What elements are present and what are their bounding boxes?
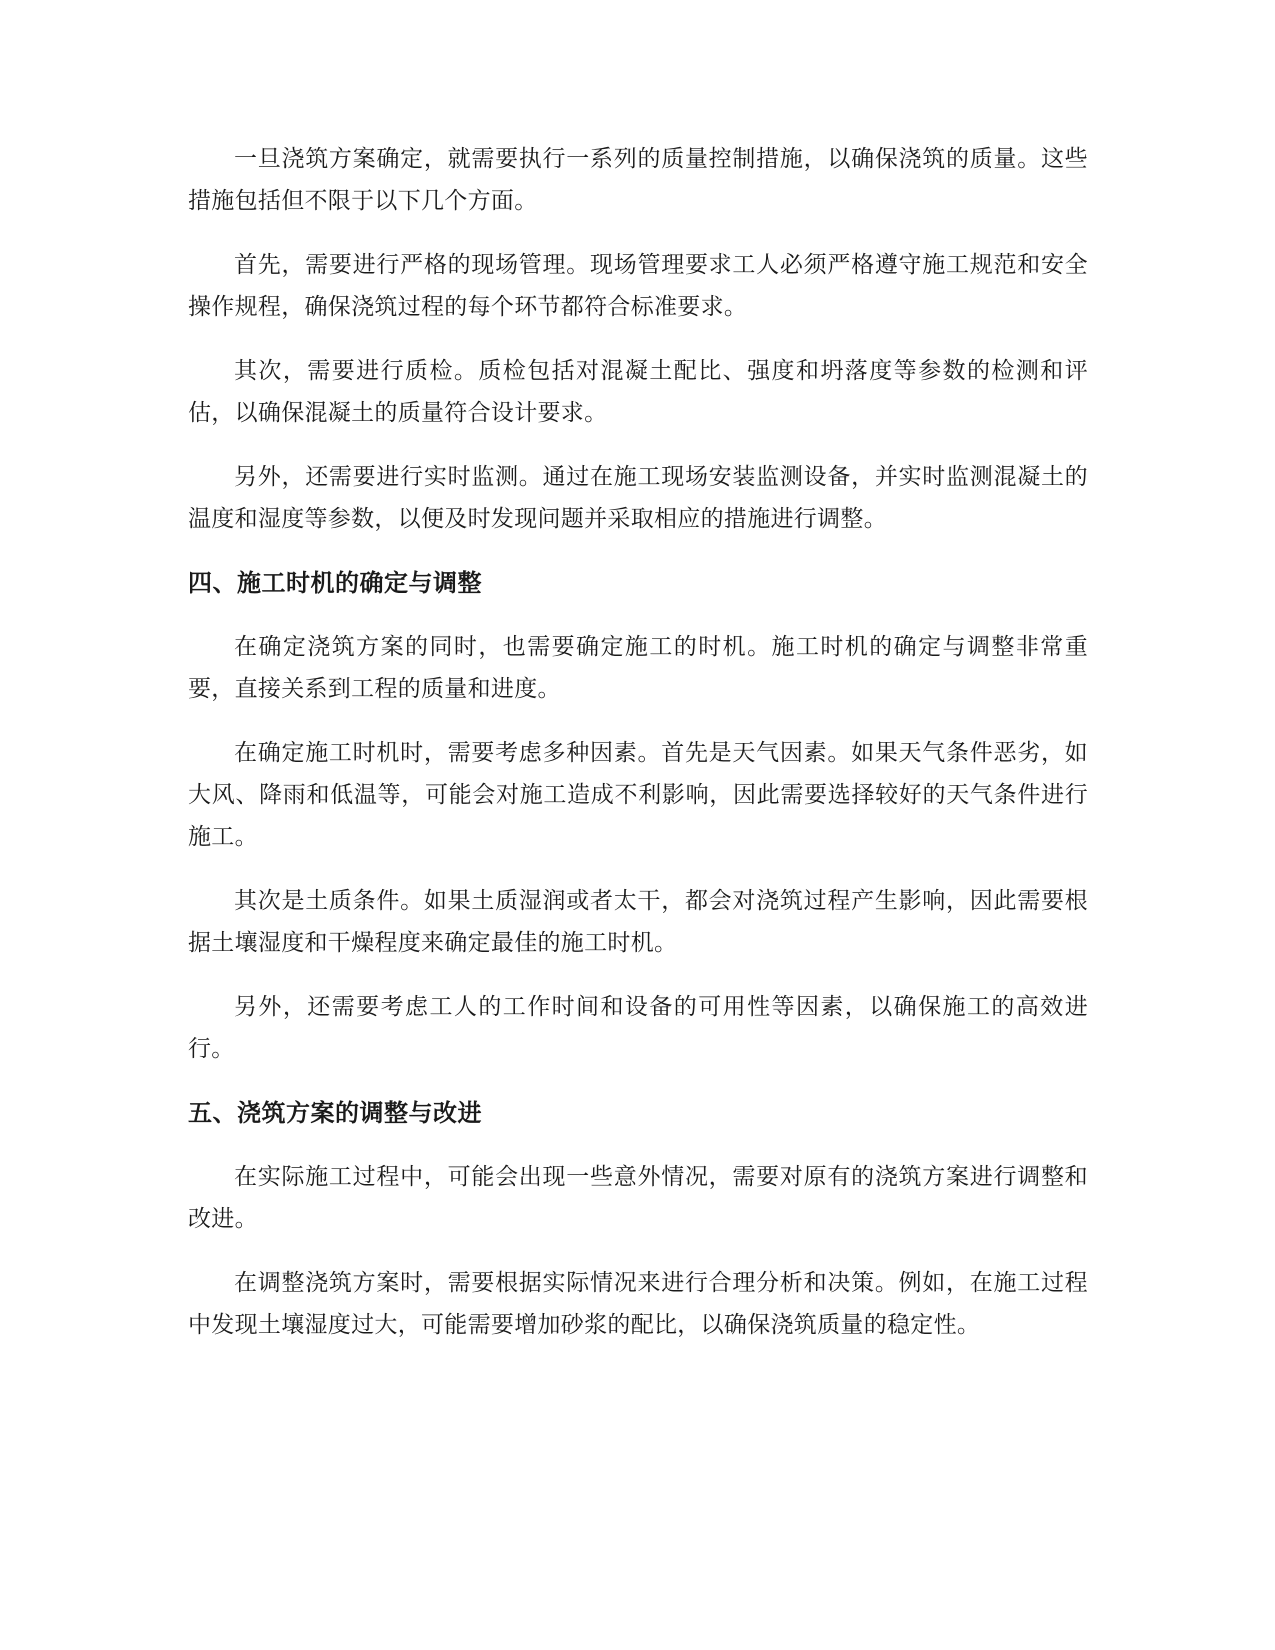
paragraph-timing-intro: 在确定浇筑方案的同时，也需要确定施工的时机。施工时机的确定与调整非常重要，直接关系到工程的质量和进度。 bbox=[188, 634, 1088, 702]
paragraph-weather-factor: 在确定施工时机时，需要考虑多种因素。首先是天气因素。如果天气条件恶劣，如大风、降雨和低温等，可能会对施工造成不利影响，因此需要选择较好的天气条件进行施工。 bbox=[188, 740, 1088, 850]
document-page bbox=[188, 138, 1088, 1368]
paragraph-adjustment-intro: 在实际施工过程中，可能会出现一些意外情况，需要对原有的浇筑方案进行调整和改进。 bbox=[188, 1164, 1088, 1232]
paragraph-realtime-monitoring: 另外，还需要进行实时监测。通过在施工现场安装监测设备，并实时监测混凝土的温度和湿度等参数，以便及时发现问题并采取相应的措施进行调整。 bbox=[188, 464, 1088, 532]
paragraph-adjustment-example: 在调整浇筑方案时，需要根据实际情况来进行合理分析和决策。例如，在施工过程中发现土壤湿度过大，可能需要增加砂浆的配比，以确保浇筑质量的稳定性。 bbox=[188, 1270, 1088, 1338]
paragraph-quality-control-intro: 一旦浇筑方案确定，就需要执行一系列的质量控制措施，以确保浇筑的质量。这些措施包括但不限于以下几个方面。 bbox=[188, 146, 1088, 214]
paragraph-workers-equipment: 另外，还需要考虑工人的工作时间和设备的可用性等因素，以确保施工的高效进行。 bbox=[188, 994, 1088, 1062]
paragraph-soil-condition: 其次是土质条件。如果土质湿润或者太干，都会对浇筑过程产生影响，因此需要根据土壤湿度和干燥程度来确定最佳的施工时机。 bbox=[188, 888, 1088, 956]
section-heading-4: 四、施工时机的确定与调整 bbox=[188, 569, 482, 597]
paragraph-site-management: 首先，需要进行严格的现场管理。现场管理要求工人必须严格遵守施工规范和安全操作规程，确保浇筑过程的每个环节都符合标准要求。 bbox=[188, 252, 1088, 320]
section-heading-5: 五、浇筑方案的调整与改进 bbox=[188, 1099, 482, 1127]
paragraph-quality-inspection: 其次，需要进行质检。质检包括对混凝土配比、强度和坍落度等参数的检测和评估，以确保混凝土的质量符合设计要求。 bbox=[188, 358, 1088, 426]
